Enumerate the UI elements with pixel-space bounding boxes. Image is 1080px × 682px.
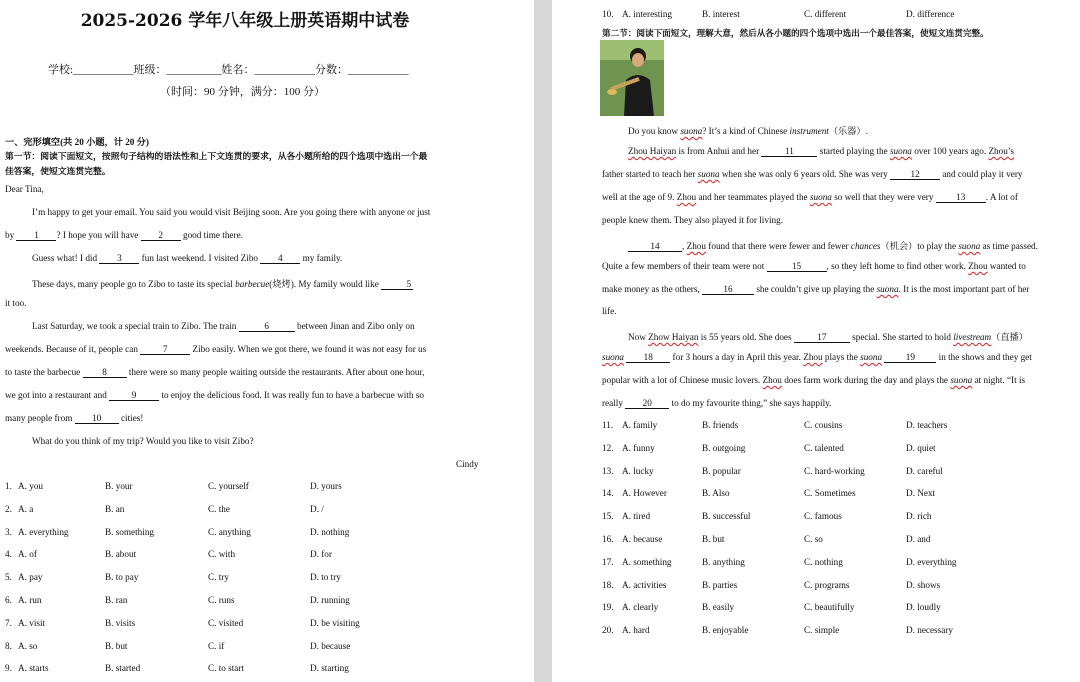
blank-14[interactable]: 14: [628, 241, 682, 252]
option-b[interactable]: B. anything: [702, 556, 745, 567]
option-number: 8.: [5, 640, 12, 651]
option-b[interactable]: B. parties: [702, 579, 738, 590]
option-number: 9.: [5, 663, 12, 674]
option-c[interactable]: C. to start: [208, 663, 244, 674]
section2-instruction: 第二节：阅读下面短文，理解大意，然后从各小题的四个选项中选出一个最佳答案，使短文连贯完整。: [602, 28, 989, 38]
option-c[interactable]: C. Sometimes: [804, 488, 856, 499]
option-c[interactable]: C. simple: [804, 625, 840, 636]
passage-line: I’m happy to get your email. You said you would visit Beijing soon. Are you going there with anyone or just: [32, 207, 431, 217]
option-c[interactable]: C. nothing: [804, 556, 843, 567]
passage-line: many people from 10 cities!: [5, 413, 144, 423]
option-b[interactable]: B. visits: [105, 617, 136, 628]
option-a[interactable]: A. hard: [622, 625, 650, 636]
passage-line: 14 , Zhou found that there were fewer and fewer chances（机会）to play the suona as time passed.: [628, 238, 1038, 252]
passage-line: make money as the others, 16 she couldn’t give up playing the suona. It is the most important part of her: [602, 284, 1030, 294]
option-d[interactable]: D. yours: [310, 481, 342, 491]
option-a[interactable]: A. a: [18, 503, 34, 514]
letter-greeting: Dear Tina,: [5, 184, 44, 194]
option-b[interactable]: B. an: [105, 503, 125, 514]
passage-line: suona 18 for 3 hours a day in April this year. Zhou plays the suona 19 in the shows and they get: [602, 352, 1032, 362]
option-c[interactable]: C. with: [208, 549, 236, 560]
option-d[interactable]: D. careful: [906, 465, 943, 476]
passage-line: popular with a lot of Chinese music lovers. Zhou does farm work during the day and plays the suona at night. “It is: [602, 375, 1026, 385]
option-number: 4.: [5, 549, 12, 560]
option-number: 11.: [602, 420, 614, 430]
option-d[interactable]: D. necessary: [906, 625, 953, 636]
option-a[interactable]: A. because: [622, 534, 663, 544]
option-c[interactable]: C. famous: [804, 511, 842, 522]
option-a[interactable]: A. everything: [18, 526, 69, 537]
option-a[interactable]: A. interesting: [622, 9, 673, 19]
letter-signature: Cindy: [456, 459, 479, 469]
option-c[interactable]: C. talented: [804, 442, 844, 453]
passage-line: well at the age of 9. Zhou and her teammates played the suona so well that they were very 13 . A lot of: [602, 192, 1018, 202]
option-b[interactable]: B. popular: [702, 465, 741, 476]
page-gutter: [534, 0, 552, 682]
blank-20[interactable]: 20: [625, 398, 669, 409]
option-c[interactable]: C. the: [208, 503, 230, 514]
blank-10[interactable]: 10: [75, 413, 119, 424]
student-info-line: 学校:___________班级：__________姓名：___________分数：___________: [48, 64, 409, 76]
option-a[interactable]: A. you: [18, 481, 44, 491]
passage-line: What do you think of my trip? Would you like to visit Zibo?: [32, 436, 254, 446]
passage-line: Guess what! I did 3 fun last weekend. I visited Zibo 4 my family.: [32, 253, 343, 263]
option-number: 2.: [5, 503, 12, 514]
option-a[interactable]: A. visit: [18, 617, 46, 628]
passage-line: Do you know suona? It’s a kind of Chinese instrument（乐器）.: [628, 126, 868, 136]
section1-instruction-cont: 佳答案，使短文连贯完整。: [5, 166, 111, 176]
option-b[interactable]: B. but: [702, 534, 725, 544]
option-number: 5.: [5, 572, 12, 583]
passage-line: Quite a few members of their team were not 15 , so they left home to find other work. Zhou wanted to: [602, 261, 1026, 271]
blank-3[interactable]: 3: [99, 253, 139, 264]
option-c[interactable]: C. programs: [804, 579, 850, 590]
suona-player-photo: [600, 40, 664, 116]
option-a[interactable]: A. pay: [18, 572, 43, 583]
option-d[interactable]: D. because: [310, 640, 351, 651]
option-d[interactable]: D. /: [310, 503, 324, 514]
option-a[interactable]: A. family: [622, 420, 658, 430]
option-c[interactable]: C. visited: [208, 617, 244, 628]
passage-line: These days, many people go to Zibo to taste its special barbecue(烧烤). My family would like 5: [32, 279, 412, 289]
option-b[interactable]: B. interest: [702, 9, 740, 19]
passage-line: Last Saturday, we took a special train to Zibo. The train 6 between Jinan and Zibo only on: [32, 321, 415, 331]
blank-5[interactable]: 5: [381, 279, 413, 290]
option-d[interactable]: D. and: [906, 534, 931, 544]
option-c[interactable]: C. try: [208, 572, 229, 583]
passage-line: life.: [602, 306, 617, 316]
left-page: [0, 0, 534, 682]
option-d[interactable]: D. teachers: [906, 420, 948, 430]
passage-line: father started to teach her suona when she was only 6 years old. She was very 12 and could play it very: [602, 169, 1023, 179]
option-number: 20.: [602, 625, 614, 636]
right-page: [552, 0, 1080, 682]
option-c[interactable]: C. cousins: [804, 420, 843, 430]
option-b[interactable]: B. successful: [702, 511, 751, 522]
blank-12[interactable]: 12: [890, 169, 940, 180]
option-number: 6.: [5, 595, 12, 605]
option-b[interactable]: B. ran: [105, 595, 128, 605]
option-a[interactable]: A. starts: [18, 663, 49, 674]
option-a[interactable]: A. However: [622, 488, 667, 499]
option-b[interactable]: B. friends: [702, 420, 739, 430]
option-b[interactable]: B. outgoing: [702, 442, 746, 453]
section1-heading: 一、完形填空(共 20 小题，计 20 分): [5, 137, 149, 147]
option-a[interactable]: A. run: [18, 595, 42, 605]
option-c[interactable]: C. anything: [208, 526, 251, 537]
option-a[interactable]: A. activities: [622, 579, 667, 590]
blank-7[interactable]: 7: [140, 344, 190, 355]
option-number: 18.: [602, 579, 614, 590]
blank-16[interactable]: 16: [702, 284, 754, 295]
blank-11[interactable]: 11: [761, 146, 817, 157]
option-number: 7.: [5, 617, 12, 628]
blank-17[interactable]: 17: [794, 332, 850, 343]
blank-18[interactable]: 18: [626, 352, 670, 363]
passage-line: we got into a restaurant and 9 to enjoy the delicious food. It was really fun to have a barbecue with so: [5, 390, 424, 400]
option-b[interactable]: B. easily: [702, 602, 735, 613]
option-d[interactable]: D. to try: [310, 572, 341, 583]
option-d[interactable]: D. difference: [906, 9, 955, 19]
passage-line: really 20 to do my favourite thing,” she says happily.: [602, 398, 832, 408]
option-number: 13.: [602, 465, 614, 476]
option-number: 1.: [5, 481, 12, 491]
blank-6[interactable]: 6: [239, 321, 295, 332]
option-number: 10.: [602, 9, 614, 19]
option-b[interactable]: B. started: [105, 663, 141, 674]
option-c[interactable]: C. different: [804, 9, 847, 19]
photo-illustration: [600, 40, 664, 116]
option-c[interactable]: C. if: [208, 640, 225, 651]
option-a[interactable]: A. tired: [622, 511, 651, 522]
time-score-line: （时间：90 分钟，满分：100 分）: [160, 86, 325, 98]
option-d[interactable]: D. rich: [906, 511, 932, 522]
option-d[interactable]: D. everything: [906, 556, 957, 567]
option-number: 12.: [602, 442, 614, 453]
passage-line: Now Zhow Haiyan is 55 years old. She does 17 special. She started to hold livestream（直播）: [628, 332, 1028, 342]
option-b[interactable]: B. about: [105, 549, 137, 560]
blank-19[interactable]: 19: [884, 352, 936, 363]
passage-line: weekends. Because of it, people can 7 Zibo easily. When we got there, we found it was not easy for us: [5, 344, 427, 354]
option-d[interactable]: D. shows: [906, 579, 941, 590]
option-d[interactable]: D. be visiting: [310, 617, 360, 628]
option-b[interactable]: B. enjoyable: [702, 625, 749, 636]
option-number: 15.: [602, 511, 614, 522]
exam-title: 2025-2026 学年八年级上册英语期中试卷: [80, 11, 410, 31]
option-number: 16.: [602, 534, 614, 544]
section1-instruction: 第一节：阅读下面短文，按照句子结构的语法性和上下文连贯的要求，从各小题所给的四个选项中选出一个最: [5, 151, 428, 161]
option-c[interactable]: C. runs: [208, 595, 235, 605]
option-d[interactable]: D. quiet: [906, 442, 936, 453]
option-number: 3.: [5, 526, 12, 537]
blank-1[interactable]: 1: [16, 230, 56, 241]
blank-15[interactable]: 15: [767, 261, 827, 272]
option-b[interactable]: B. your: [105, 481, 133, 491]
option-c[interactable]: C. beautifully: [804, 602, 855, 613]
blank-8[interactable]: 8: [83, 367, 127, 378]
passage-line: people knew them. They also played it for living.: [602, 215, 783, 225]
option-b[interactable]: B. Also: [702, 488, 730, 499]
option-number: 19.: [602, 602, 614, 613]
option-d[interactable]: D. for: [310, 549, 332, 560]
option-a[interactable]: A. funny: [622, 442, 655, 453]
blank-9[interactable]: 9: [109, 390, 159, 401]
blank-2[interactable]: 2: [141, 230, 181, 241]
option-c[interactable]: C. so: [804, 534, 823, 544]
passage-line: Zhou Haiyan is from Anhui and her 11 started playing the suona over 100 years ago. Zhou’s: [628, 146, 1014, 156]
option-c[interactable]: C. hard-working: [804, 465, 865, 476]
option-b[interactable]: B. something: [105, 526, 155, 537]
option-c[interactable]: C. yourself: [208, 481, 249, 491]
option-a[interactable]: A. lucky: [622, 465, 654, 476]
option-d[interactable]: D. running: [310, 595, 350, 605]
option-d[interactable]: D. starting: [310, 663, 349, 674]
option-a[interactable]: A. so: [18, 640, 38, 651]
option-a[interactable]: A. something: [622, 556, 672, 567]
passage-line: by 1 ? I hope you will have 2 good time there.: [5, 230, 243, 240]
option-d[interactable]: D. Next: [906, 488, 936, 499]
option-a[interactable]: A. of: [18, 549, 37, 560]
option-b[interactable]: B. to pay: [105, 572, 139, 583]
passage-line: it too.: [5, 298, 27, 308]
passage-line: to taste the barbecue 8 there were so many people waiting outside the restaurants. After about one hour,: [5, 367, 425, 377]
option-a[interactable]: A. clearly: [622, 602, 659, 613]
option-d[interactable]: D. loudly: [906, 602, 941, 613]
blank-13[interactable]: 13: [936, 192, 986, 203]
blank-4[interactable]: 4: [260, 253, 300, 264]
option-number: 17.: [602, 556, 614, 567]
option-number: 14.: [602, 488, 614, 499]
option-d[interactable]: D. nothing: [310, 526, 350, 537]
option-b[interactable]: B. but: [105, 640, 128, 651]
